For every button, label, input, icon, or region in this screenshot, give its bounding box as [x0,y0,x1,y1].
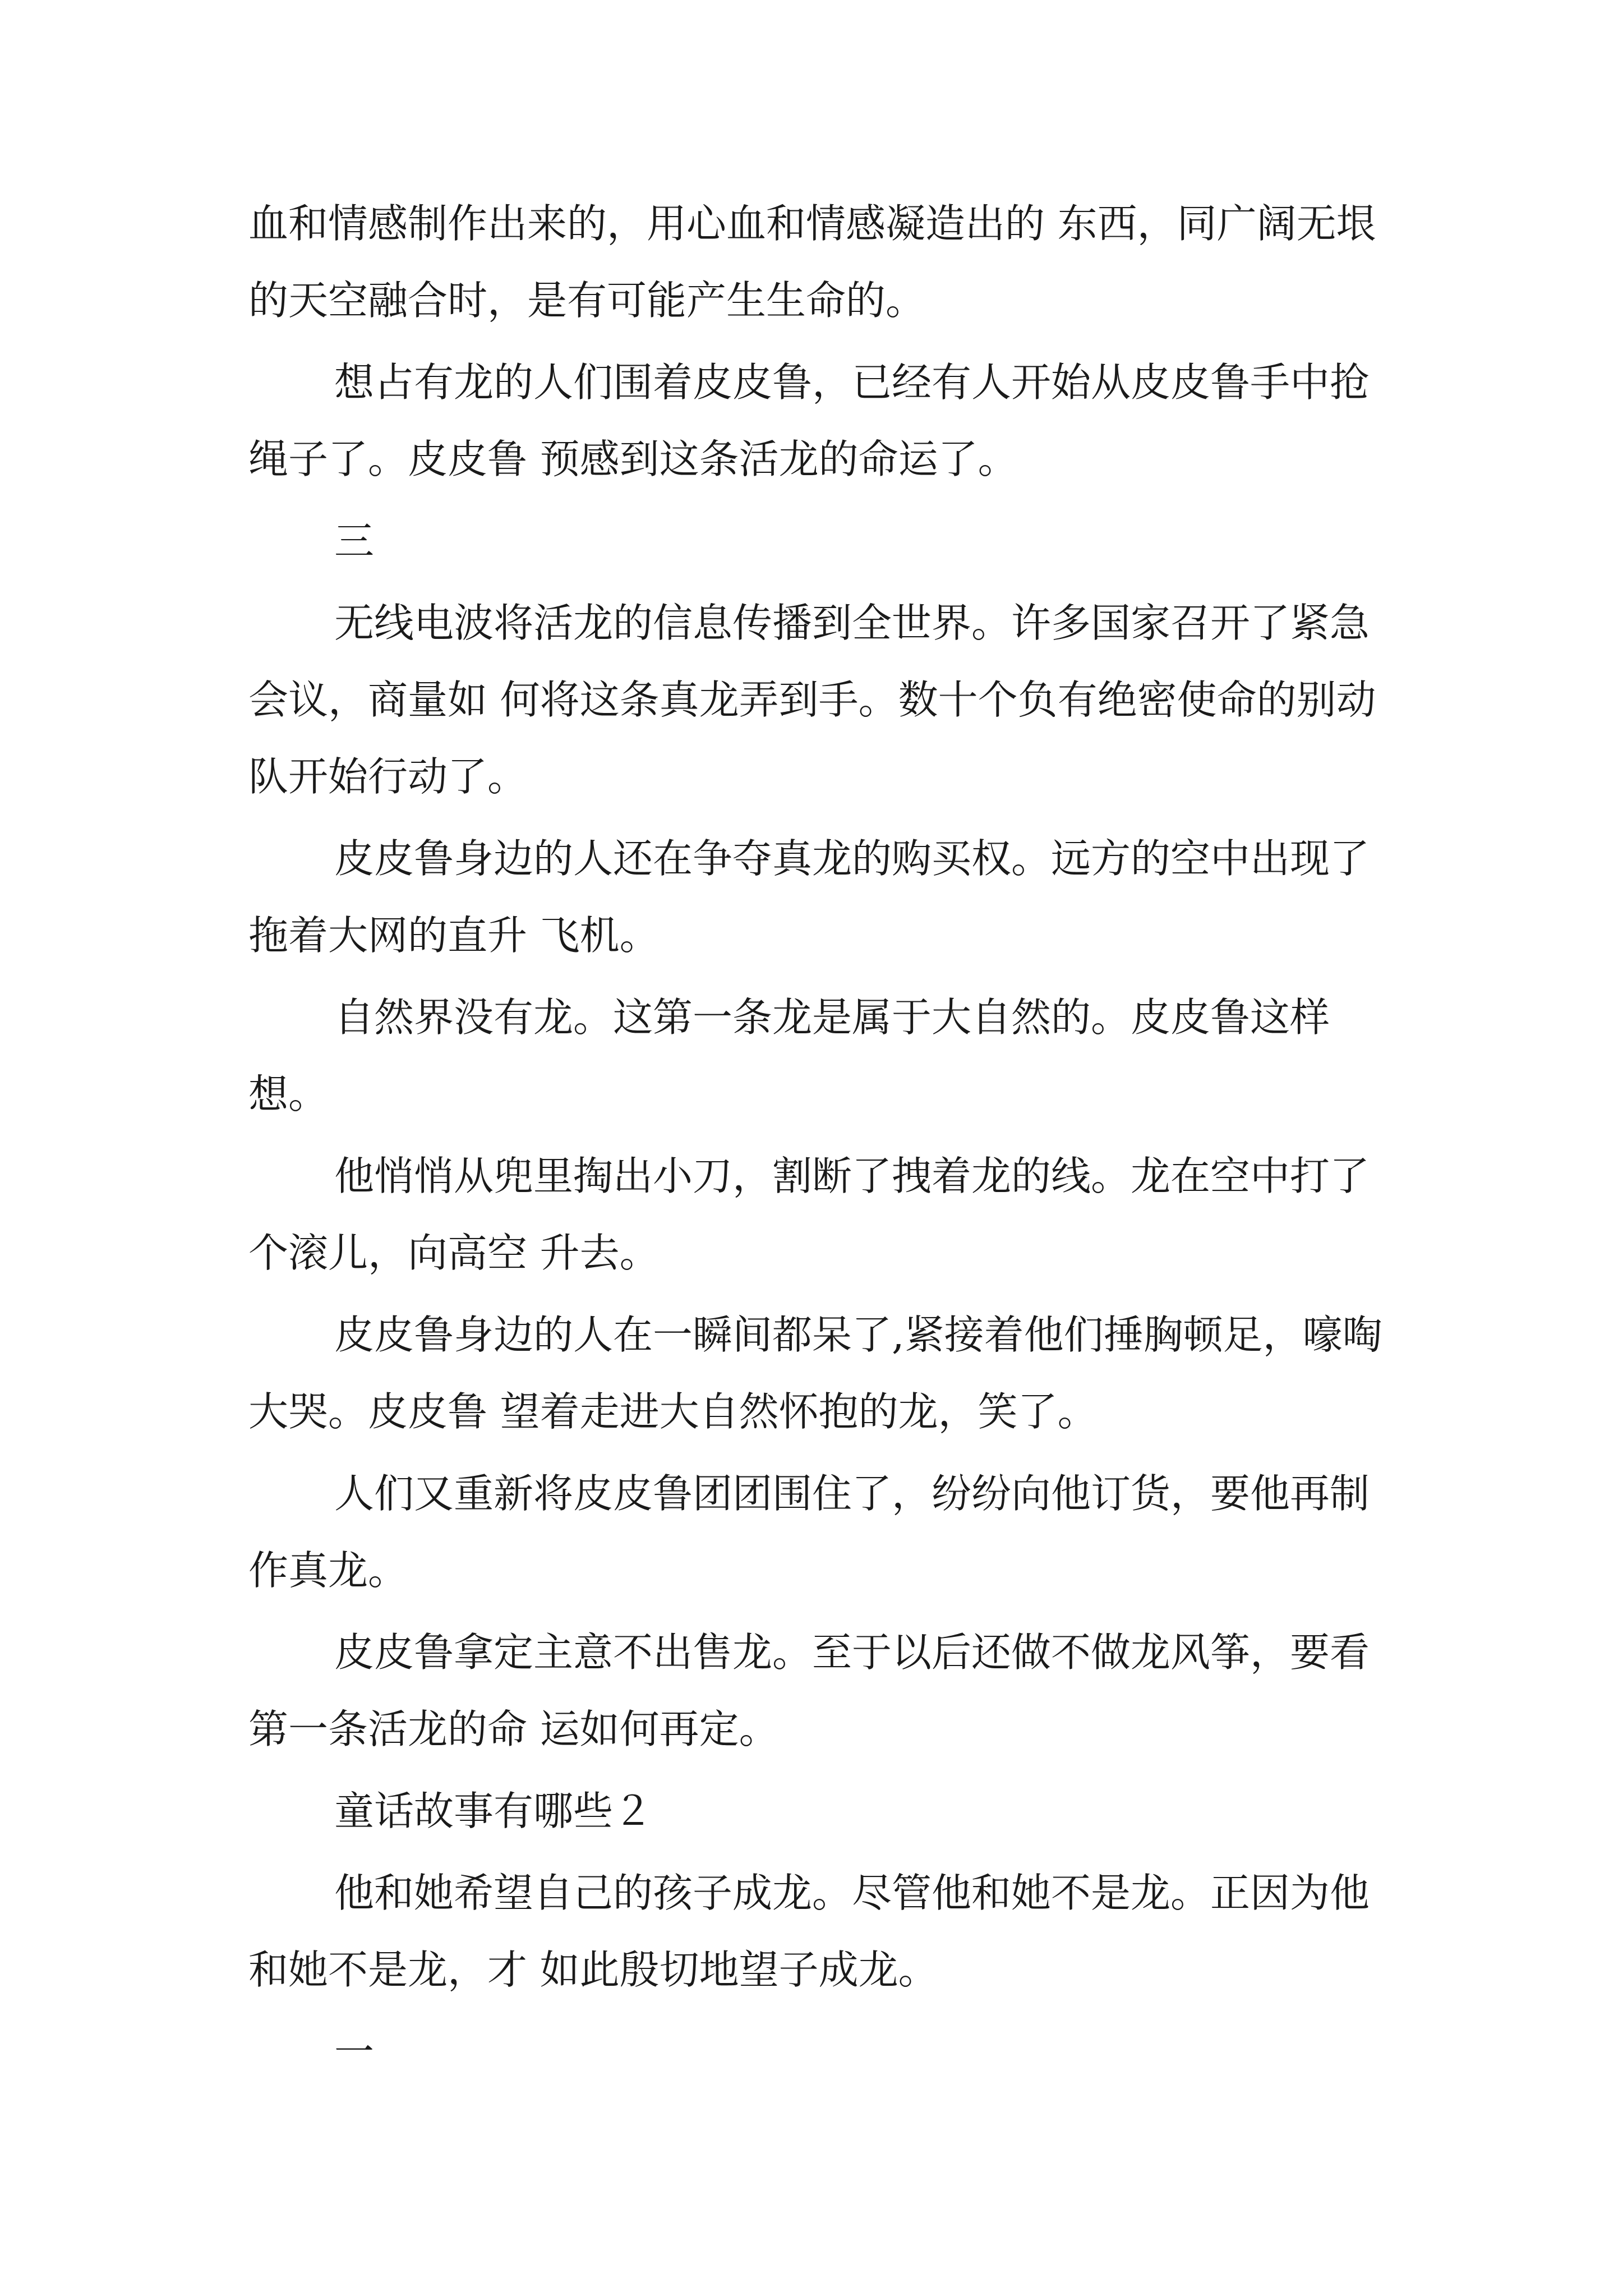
document-body [248,0,1393,2095]
paragraph: 皮皮鲁拿定主意不出售龙。至于以后还做不做龙风筝，要看第一条活龙的命 运如何再定。 [248,1629,1370,1752]
paragraph: 血和情感制作出来的，用心血和情感凝造出的 东西，同广阔无垠的天空融合时，是有可能产生生命的。 [248,200,1376,324]
section-heading: 一 [334,2028,375,2075]
paragraph: 皮皮鲁身边的人在一瞬间都呆了,紧接着他们捶胸顿足，嚎啕大哭。皮皮鲁 望着走进大自然怀抱的龙，笑了。 [248,1312,1382,1435]
paragraph: 想占有龙的人们围着皮皮鲁，已经有人开始从皮皮鲁手中抢绳子了。皮皮鲁 预感到这条活龙的命运了。 [248,359,1370,482]
paragraph: 自然界没有龙。这第一条龙是属于大自然的。皮皮鲁这样想。 [248,994,1330,1117]
section-heading: 三 [334,518,375,564]
paragraph: 无线电波将活龙的信息传播到全世界。许多国家召开了紧急会议，商量如 何将这条真龙弄到手。数十个负有绝密使命的别动队开始行动了。 [248,600,1376,800]
story-title: 童话故事有哪些２ [334,1788,653,1834]
paragraph: 他悄悄从兜里掏出小刀，割断了拽着龙的线。龙在空中打了个滚儿，向高空 升去。 [248,1153,1370,1276]
paragraph: 皮皮鲁身边的人还在争夺真龙的购买权。远方的空中出现了拖着大网的直升 飞机。 [248,835,1370,959]
paragraph: 人们又重新将皮皮鲁团团围住了，纷纷向他订货，要他再制作真龙。 [248,1470,1370,1594]
paragraph: 他和她希望自己的孩子成龙。尽管他和她不是龙。正因为他和她不是龙，才 如此殷切地望子成龙。 [248,1870,1370,1993]
